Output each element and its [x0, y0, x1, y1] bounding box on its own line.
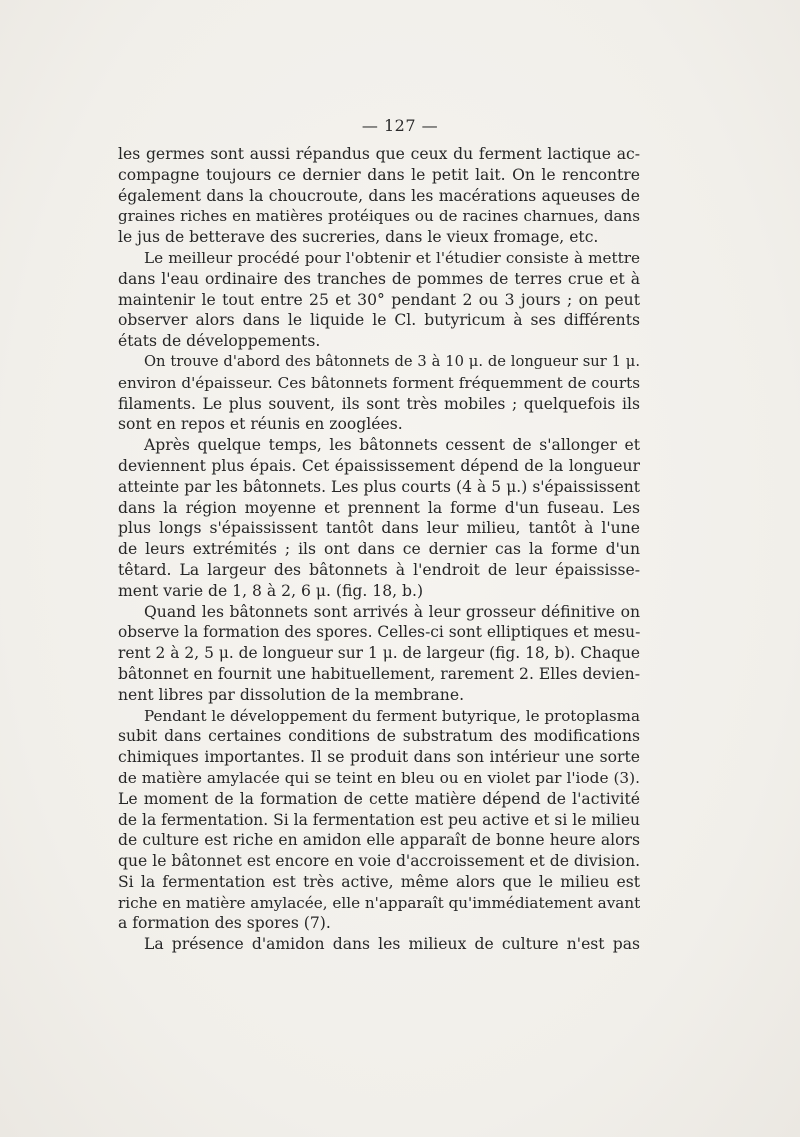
- text-line: Si la fermentation est très active, même alors que le milieu est: [118, 872, 640, 891]
- text-line: ment varie de 1, 8 à 2, 6 μ. (fig. 18, b.): [118, 581, 424, 600]
- text-line: de matière amylacée qui se teint en bleu ou en violet par l'iode (3).: [118, 768, 640, 787]
- text-line: Le meilleur procédé pour l'obtenir et l'étudier consiste à mettre: [144, 248, 640, 267]
- text-line: têtard. La largeur des bâtonnets à l'endroit de leur épaississe-: [118, 560, 640, 579]
- text-line: Pendant le développement du ferment butyrique, le protoplasma: [144, 706, 640, 725]
- text-line: nent libres par dissolution de la membrane.: [118, 685, 465, 704]
- text-line: subit dans certaines conditions de substratum des modifications: [118, 727, 640, 746]
- text-line: états de développements.: [118, 332, 321, 351]
- text-line: Après quelque temps, les bâtonnets cessent de s'allonger et: [144, 436, 640, 455]
- text-line: de la fermentation. Si la fermentation est peu active et si le milieu: [118, 810, 640, 829]
- text-line: le jus de betterave des sucreries, dans le vieux fromage, etc.: [118, 228, 599, 247]
- text-line: riche en matière amylacée, elle n'apparaît qu'immédiatement avant: [118, 893, 640, 912]
- text-line: Le moment de la formation de cette matière dépend de l'activité: [118, 789, 640, 808]
- body-text: [118, 144, 640, 955]
- page-number: — 127 —: [361, 116, 439, 135]
- text-line: de culture est riche en amidon elle apparaît de bonne heure alors: [118, 831, 640, 850]
- text-line: environ d'épaisseur. Ces bâtonnets forment fréquemment de courts: [118, 373, 640, 392]
- text-line: plus longs s'épaississent tantôt dans leur milieu, tantôt à l'une: [118, 519, 640, 538]
- text-line: bâtonnet en fournit une habituellement, rarement 2. Elles devien-: [118, 664, 640, 683]
- text-line: chimiques importantes. Il se produit dans son intérieur une sorte: [118, 748, 640, 767]
- text-line: graines riches en matières protéiques ou de racines charnues, dans: [118, 207, 640, 226]
- text-line: rent 2 à 2, 5 μ. de longueur sur 1 μ. de largeur (fig. 18, b). Chaque: [118, 644, 640, 663]
- text-line: Quand les bâtonnets sont arrivés à leur grosseur définitive on: [144, 602, 640, 621]
- text-line: atteinte par les bâtonnets. Les plus courts (4 à 5 μ.) s'épaississent: [118, 477, 640, 496]
- text-line: La présence d'amidon dans les milieux de culture n'est pas: [144, 935, 640, 954]
- text-line: deviennent plus épais. Cet épaississement dépend de la longueur: [118, 456, 640, 475]
- text-line: les germes sont aussi répandus que ceux du ferment lactique ac-: [118, 145, 640, 163]
- text-line: de leurs extrémités ; ils ont dans ce dernier cas la forme d'un: [118, 540, 640, 559]
- text-line: dans l'eau ordinaire des tranches de pommes de terres crue et à: [118, 269, 640, 288]
- text-line: dans la région moyenne et prennent la forme d'un fuseau. Les: [118, 498, 640, 517]
- text-line: maintenir le tout entre 25 et 30° pendant 2 ou 3 jours ; on peut: [118, 290, 640, 309]
- text-line: filaments. Le plus souvent, ils sont très mobiles ; quelquefois ils: [118, 394, 640, 413]
- text-line: que le bâtonnet est encore en voie d'accroissement et de division.: [118, 852, 640, 871]
- text-line: observe la formation des spores. Celles-ci sont elliptiques et mesu-: [118, 623, 640, 642]
- text-line: compagne toujours ce dernier dans le petit lait. On le rencontre: [118, 165, 640, 184]
- text-line: observer alors dans le liquide le Cl. butyricum à ses différents: [118, 311, 640, 330]
- text-line: également dans la choucroute, dans les macérations aqueuses de: [118, 186, 640, 205]
- text-line: a formation des spores (7).: [118, 914, 331, 933]
- text-line: On trouve d'abord des bâtonnets de 3 à 10 μ. de longueur sur 1 μ.: [144, 352, 640, 370]
- text-line: sont en repos et réunis en zooglées.: [118, 415, 403, 434]
